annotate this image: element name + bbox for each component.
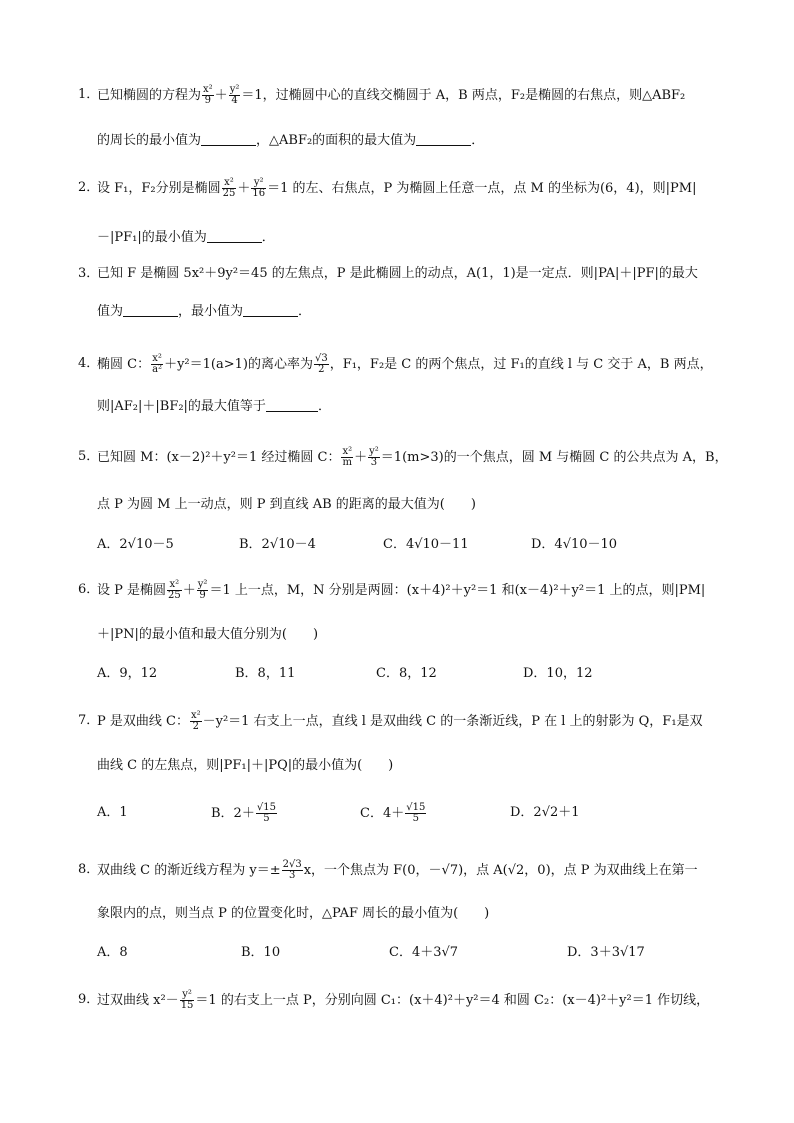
text: －y²＝1 右支上一点，直线 l 是双曲线 C 的一条渐近线，P 在 l 上的射影为 Q，F₁是双 [202, 714, 703, 729]
denominator: m [342, 457, 353, 468]
answer-blank[interactable] [266, 397, 318, 412]
text: ，最小值为 [178, 304, 244, 319]
denominator: 5 [263, 813, 270, 824]
question-7-line-2: 曲线 C 的左焦点，则|PF₁|＋|PQ|的最小值为( ) [97, 758, 394, 773]
fraction [190, 711, 202, 732]
fraction [368, 447, 380, 468]
question-number: 3． [78, 266, 100, 281]
answer-blank[interactable] [207, 228, 262, 243]
text: 已知圆 M：(x－2)²＋y²＝1 经过椭圆 C： [97, 450, 341, 465]
numerator: x² [152, 353, 162, 364]
option-d[interactable]: D．10，12 [523, 666, 593, 681]
denominator: 3 [288, 870, 296, 881]
option-b[interactable]: B．10 [241, 945, 281, 960]
denominator: 2 [192, 721, 199, 732]
text: ＝1，过椭圆中心的直线交椭圆于 A，B 两点，F₂是椭圆的右焦点，则△ABF₂ [241, 88, 686, 103]
text: 则|AF₂|＋|BF₂|的最大值等于 [97, 399, 266, 414]
option-d[interactable]: D．3＋3√17 [567, 945, 645, 960]
text: x，一个焦点为 F(0，－√7)，点 A(√2，0)，点 P 为双曲线上在第一 [303, 863, 698, 878]
fraction [222, 178, 237, 199]
fraction [405, 803, 426, 824]
question-7-options [97, 803, 657, 823]
option-a[interactable]: A．2√10－5 [97, 537, 174, 552]
numerator: y² [180, 990, 195, 1001]
fraction [167, 580, 182, 601]
text: ． [317, 399, 331, 414]
denominator: 16 [252, 188, 266, 199]
denominator: 2 [318, 364, 325, 375]
text: ＝1 的左、右焦点，P 为椭圆上任意一点，点 M 的坐标为(6，4)，则|PM| [267, 181, 697, 196]
denominator: 9 [199, 590, 206, 601]
text: ＋ [237, 181, 251, 196]
text: ，△ABF₂的面积的最大值为 [256, 133, 417, 148]
option-c[interactable] [360, 803, 427, 824]
answer-blank[interactable] [201, 131, 256, 146]
numerator: 2√3 [282, 859, 302, 870]
question-5-options [97, 535, 657, 555]
option-d[interactable]: D．2√2＋1 [510, 805, 580, 820]
text: 已知椭圆的方程为 [97, 88, 202, 103]
denominator: 4 [231, 95, 238, 106]
answer-blank[interactable] [243, 302, 298, 317]
fraction [229, 85, 241, 106]
fraction [151, 354, 163, 375]
question-5-line-2: 点 P 为圆 M 上一动点，则 P 到直线 AB 的距离的最大值为( ) [97, 497, 476, 512]
fraction [202, 85, 214, 106]
question-3-line-2 [97, 302, 737, 322]
denominator: a² [152, 364, 163, 375]
numerator: x² [342, 446, 353, 457]
numerator: x² [167, 580, 182, 591]
question-number: 5． [78, 449, 100, 464]
numerator: x² [203, 84, 213, 95]
question-9-line-1 [97, 990, 737, 1010]
fraction [256, 803, 277, 824]
option-c[interactable]: C．4√10－11 [383, 537, 469, 552]
option-a[interactable]: A．9，12 [97, 666, 158, 681]
question-1-line-1 [97, 85, 737, 105]
question-number: 2． [78, 180, 100, 195]
question-2-line-1 [97, 178, 737, 198]
option-c[interactable]: C．8，12 [376, 666, 437, 681]
numerator: √15 [406, 802, 426, 813]
option-text: B．2＋ [211, 806, 255, 821]
answer-blank[interactable] [123, 302, 178, 317]
question-6-line-2: ＋|PN|的最小值和最大值分别为( ) [97, 627, 319, 642]
numerator: x² [222, 178, 237, 189]
text: ． [471, 133, 485, 148]
text: ＋ [182, 583, 196, 598]
numerator: y² [229, 84, 240, 95]
text: ． [261, 230, 275, 245]
option-b[interactable]: B．8，11 [235, 666, 296, 681]
numerator: y² [251, 178, 266, 189]
question-number: 1． [78, 87, 100, 102]
text: ＝1 的右支上一点 P，分别向圆 C₁：(x＋4)²＋y²＝4 和圆 C₂：(x－4)²＋y²＝1 作切线， [195, 993, 710, 1008]
text: 过双曲线 x²－ [97, 993, 179, 1008]
question-6-options [97, 664, 657, 684]
text: 双曲线 C 的渐近线方程为 y＝± [97, 863, 281, 878]
question-4-line-1 [97, 354, 737, 374]
text: ＝1 上一点，M，N 分别是两圆：(x＋4)²＋y²＝1 和(x－4)²＋y²＝1 上的点，则|PM| [209, 583, 706, 598]
option-text: C．4＋ [360, 806, 405, 821]
question-number: 8． [78, 862, 100, 877]
text: 椭圆 C： [97, 357, 151, 372]
text: －|PF₁|的最小值为 [97, 230, 207, 245]
question-number: 7． [78, 713, 100, 728]
text: ． [298, 304, 312, 319]
denominator: 25 [168, 590, 181, 601]
option-a[interactable]: A．8 [97, 945, 128, 960]
fraction [251, 178, 266, 199]
question-8-options [97, 943, 657, 963]
option-a[interactable]: A．1 [97, 805, 128, 820]
numerator: √3 [314, 353, 328, 364]
numerator: y² [197, 579, 208, 590]
text: ＋y²＝1(a>1)的离心率为 [164, 357, 313, 372]
denominator: 15 [180, 1000, 194, 1011]
text: ＋ [354, 450, 368, 465]
question-4-line-2 [97, 397, 737, 417]
question-7-line-1 [97, 711, 737, 731]
fraction [314, 354, 329, 375]
fraction [197, 580, 209, 601]
question-3-line-1: 已知 F 是椭圆 5x²＋9y²＝45 的左焦点，P 是此椭圆上的动点，A(1，1)是一定点．则|PA|＋|PF|的最大 [97, 266, 698, 281]
denominator: 25 [222, 188, 236, 199]
option-b[interactable]: B．2√10－4 [239, 537, 316, 552]
option-d[interactable]: D．4√10－10 [531, 537, 618, 552]
question-number: 9． [78, 992, 100, 1007]
option-c[interactable]: C．4＋3√7 [389, 945, 459, 960]
text: 的周长的最小值为 [97, 133, 202, 148]
numerator: x² [190, 710, 201, 721]
fraction [341, 447, 353, 468]
text: ＋ [214, 88, 228, 103]
question-8-line-1 [97, 860, 737, 880]
question-8-line-2: 象限内的点，则当点 P 的位置变化时，△PAF 周长的最小值为( ) [97, 906, 490, 921]
text: ，F₁，F₂是 C 的两个焦点，过 F₁的直线 l 与 C 交于 A，B 两点， [329, 357, 713, 372]
text: 设 P 是椭圆 [97, 583, 167, 598]
answer-blank[interactable] [416, 131, 471, 146]
text: 设 F₁，F₂分别是椭圆 [97, 181, 221, 196]
question-number: 6． [78, 582, 100, 597]
denominator: 3 [370, 457, 378, 468]
question-2-line-2 [97, 228, 737, 248]
question-5-line-1 [97, 447, 737, 467]
numerator: y² [369, 446, 379, 457]
question-1-line-2 [97, 131, 737, 151]
numerator: √15 [256, 802, 276, 813]
text: 值为 [97, 304, 124, 319]
fraction [180, 990, 195, 1011]
denominator: 9 [204, 95, 212, 106]
fraction [282, 860, 303, 881]
option-b[interactable] [211, 803, 278, 824]
text: ＝1(m>3)的一个焦点，圆 M 与椭圆 C 的公共点为 A，B， [380, 450, 728, 465]
question-6-line-1 [97, 580, 737, 600]
question-number: 4． [78, 356, 100, 371]
text: P 是双曲线 C： [97, 714, 189, 729]
denominator: 5 [412, 813, 419, 824]
